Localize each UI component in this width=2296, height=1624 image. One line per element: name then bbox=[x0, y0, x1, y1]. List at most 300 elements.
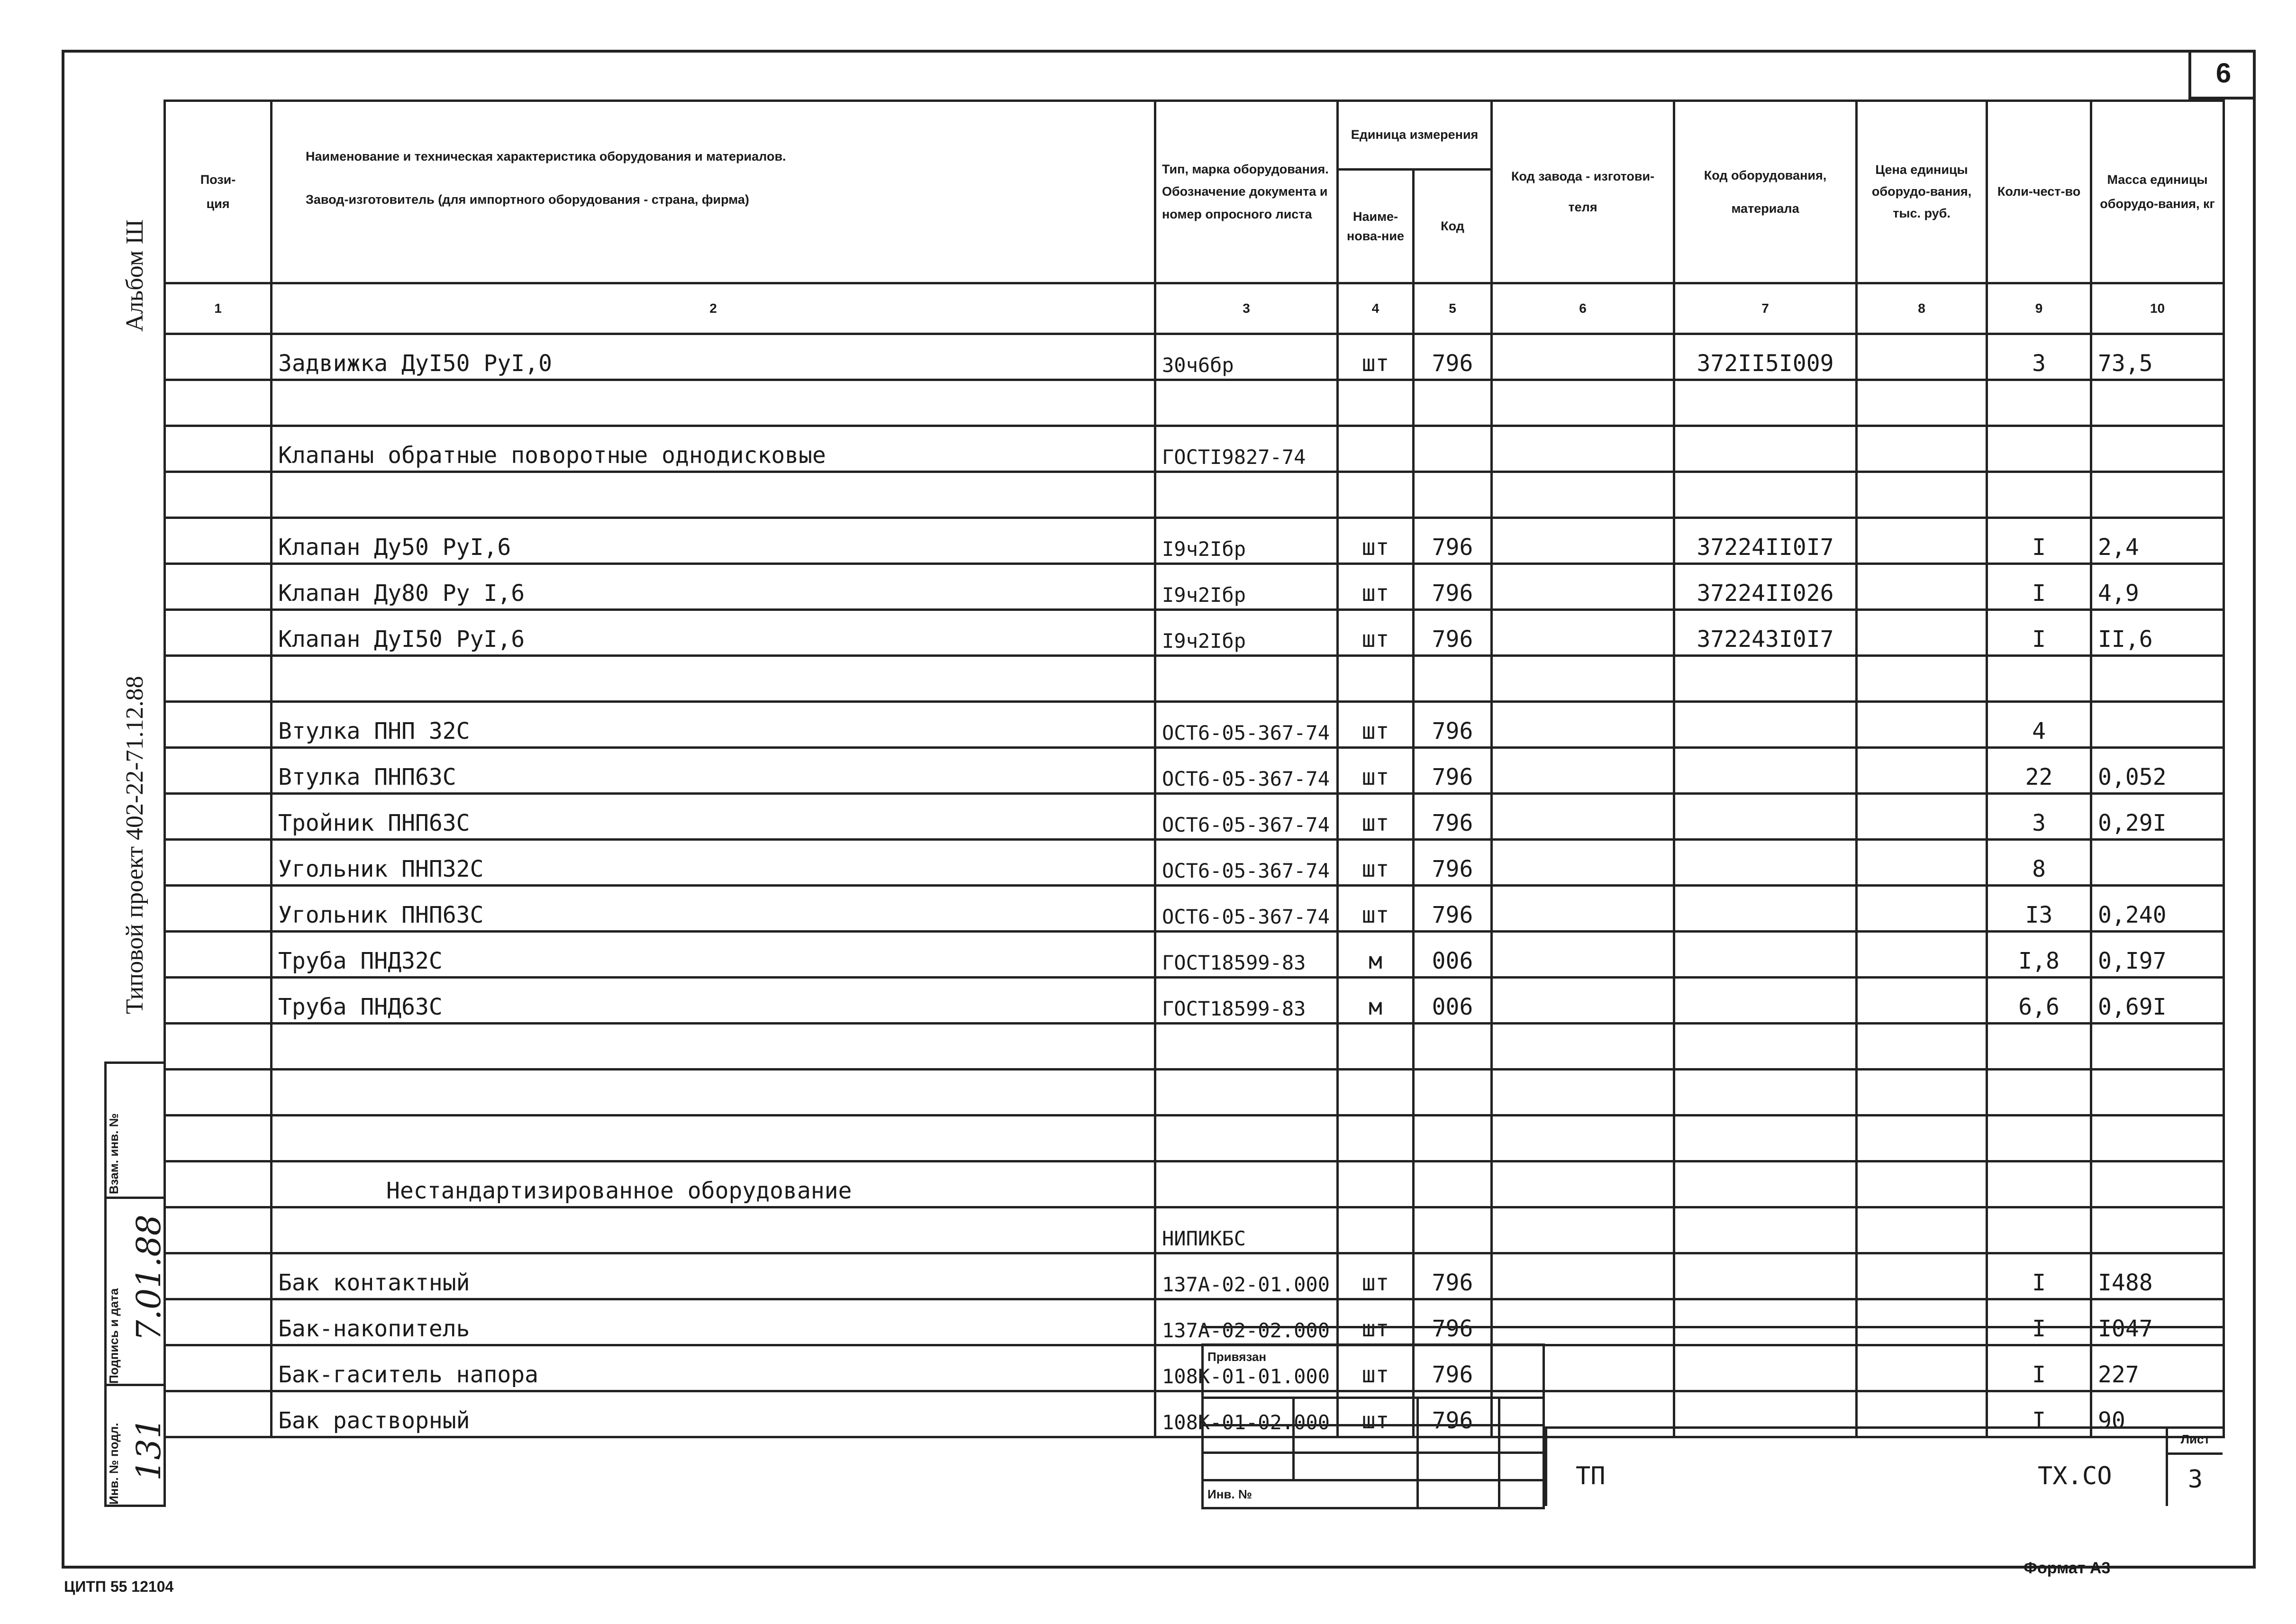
table-row bbox=[165, 702, 2224, 748]
cell-code: 796 bbox=[1414, 1391, 1492, 1437]
cell-pos bbox=[165, 794, 272, 840]
cell-fact bbox=[1492, 610, 1674, 656]
cell-pos bbox=[165, 656, 272, 702]
table-row bbox=[165, 978, 2224, 1024]
cell-unit: шт bbox=[1338, 1253, 1414, 1299]
cell-mass bbox=[2091, 1207, 2224, 1253]
stamp-doc-code: ТХ.СО bbox=[2038, 1462, 2112, 1490]
cell-code: 796 bbox=[1414, 610, 1492, 656]
cell-name: Бак контактный bbox=[272, 1253, 1155, 1299]
cell-type: НИПИКБС bbox=[1155, 1207, 1338, 1253]
header-name-line1: Наименование и техническая характеристика оборудования и материалов. bbox=[306, 149, 786, 163]
cell-qty: 3 bbox=[1987, 794, 2091, 840]
cell-name: Угольник ПНП63С bbox=[272, 886, 1155, 932]
header-price: Цена единицы оборудо-вания, тыс. руб. bbox=[1857, 101, 1987, 283]
cell-name: Клапан Ду50 РуI,6 bbox=[272, 518, 1155, 564]
cell-name: Тройник ПНП63С bbox=[272, 794, 1155, 840]
cell-pos bbox=[165, 472, 272, 518]
cell-name bbox=[272, 1024, 1155, 1070]
cell-price bbox=[1857, 1253, 1987, 1299]
cell-mat bbox=[1674, 380, 1857, 426]
colnum-7: 7 bbox=[1674, 283, 1857, 334]
table-row bbox=[165, 1207, 2224, 1253]
cell-type: ОСТ6-05-367-74 bbox=[1155, 702, 1338, 748]
table-row bbox=[165, 518, 2224, 564]
table-row bbox=[165, 748, 2224, 794]
cell-fact bbox=[1492, 334, 1674, 380]
cell-mass: 227 bbox=[2091, 1345, 2224, 1391]
cell-fact bbox=[1492, 1161, 1674, 1207]
cell-price bbox=[1857, 610, 1987, 656]
cell-mat bbox=[1674, 748, 1857, 794]
cell-code: 006 bbox=[1414, 932, 1492, 978]
cell-mat bbox=[1674, 472, 1857, 518]
org-stamp: ЦИТП 55 12104 bbox=[64, 1578, 174, 1595]
cell-qty bbox=[1987, 380, 2091, 426]
cell-type: I9ч2Iбр bbox=[1155, 518, 1338, 564]
cell-mat: 372II5I009 bbox=[1674, 334, 1857, 380]
cell-mat bbox=[1674, 702, 1857, 748]
cell-pos bbox=[165, 1207, 272, 1253]
cell-fact bbox=[1492, 794, 1674, 840]
cell-fact bbox=[1492, 656, 1674, 702]
cell-fact bbox=[1492, 1207, 1674, 1253]
cell-pos bbox=[165, 1070, 272, 1116]
cell-code: 796 bbox=[1414, 748, 1492, 794]
cell-mass bbox=[2091, 840, 2224, 886]
cell-unit: шт bbox=[1338, 1345, 1414, 1391]
header-unit-code: Код bbox=[1414, 170, 1492, 283]
cell-unit: шт bbox=[1338, 1391, 1414, 1437]
table-row bbox=[165, 1116, 2224, 1161]
cell-pos bbox=[165, 610, 272, 656]
cell-code bbox=[1414, 380, 1492, 426]
cell-code: 796 bbox=[1414, 794, 1492, 840]
cell-pos bbox=[165, 978, 272, 1024]
cell-unit: шт bbox=[1338, 518, 1414, 564]
header-name bbox=[272, 101, 1155, 283]
cell-unit: шт bbox=[1338, 610, 1414, 656]
cell-name bbox=[272, 1070, 1155, 1116]
cell-unit bbox=[1338, 1161, 1414, 1207]
inv-label: Инв. № подл. bbox=[107, 1423, 121, 1505]
cell-pos bbox=[165, 518, 272, 564]
cell-code bbox=[1414, 472, 1492, 518]
table-row bbox=[165, 1161, 2224, 1207]
cell-type bbox=[1155, 380, 1338, 426]
cell-mass bbox=[2091, 1070, 2224, 1116]
cell-name: Клапан Ду80 Ру I,6 bbox=[272, 564, 1155, 610]
cell-type: ОСТ6-05-367-74 bbox=[1155, 886, 1338, 932]
cell-fact bbox=[1492, 472, 1674, 518]
cell-unit bbox=[1338, 1207, 1414, 1253]
side-box-vzam bbox=[104, 1061, 166, 1199]
cell-mass: I047 bbox=[2091, 1299, 2224, 1345]
cell-pos bbox=[165, 1116, 272, 1161]
table-row bbox=[165, 1253, 2224, 1299]
cell-unit: шт bbox=[1338, 702, 1414, 748]
cell-type bbox=[1155, 1116, 1338, 1161]
column-numbers-row bbox=[165, 283, 2224, 334]
cell-price bbox=[1857, 932, 1987, 978]
cell-mass bbox=[2091, 1024, 2224, 1070]
cell-code bbox=[1414, 656, 1492, 702]
table-row bbox=[165, 932, 2224, 978]
cell-pos bbox=[165, 1299, 272, 1345]
header-type: Тип, марка оборудования. Обозначение документа и номер опросного листа bbox=[1155, 101, 1338, 283]
cell-fact bbox=[1492, 564, 1674, 610]
cell-qty: 3 bbox=[1987, 334, 2091, 380]
cell-name: Труба ПНД32С bbox=[272, 932, 1155, 978]
cell-mass: 0,052 bbox=[2091, 748, 2224, 794]
table-row bbox=[165, 334, 2224, 380]
stamp-list-value: 3 bbox=[2187, 1465, 2203, 1494]
table-row bbox=[165, 1024, 2224, 1070]
cell-pos bbox=[165, 1345, 272, 1391]
colnum-3: 3 bbox=[1155, 283, 1338, 334]
cell-code: 796 bbox=[1414, 840, 1492, 886]
cell-qty: 22 bbox=[1987, 748, 2091, 794]
cell-qty bbox=[1987, 1207, 2091, 1253]
colnum-8: 8 bbox=[1857, 283, 1987, 334]
cell-code bbox=[1414, 1070, 1492, 1116]
cell-type: ОСТ6-05-367-74 bbox=[1155, 840, 1338, 886]
table-row bbox=[165, 610, 2224, 656]
cell-code: 006 bbox=[1414, 978, 1492, 1024]
cell-fact bbox=[1492, 1253, 1674, 1299]
cell-pos bbox=[165, 702, 272, 748]
side-box-inv bbox=[104, 1384, 166, 1507]
cell-code: 796 bbox=[1414, 702, 1492, 748]
cell-name bbox=[272, 1207, 1155, 1253]
cell-mass: 2,4 bbox=[2091, 518, 2224, 564]
cell-code bbox=[1414, 426, 1492, 472]
cell-fact bbox=[1492, 518, 1674, 564]
cell-qty bbox=[1987, 1024, 2091, 1070]
cell-name: Бак растворный bbox=[272, 1391, 1155, 1437]
header-mass: Масса единицы оборудо-вания, кг bbox=[2091, 101, 2224, 283]
cell-type bbox=[1155, 656, 1338, 702]
header-unit-name: Наиме-нова-ние bbox=[1338, 170, 1414, 283]
colnum-10: 10 bbox=[2091, 283, 2224, 334]
cell-price bbox=[1857, 1070, 1987, 1116]
cell-price bbox=[1857, 472, 1987, 518]
cell-name: Втулка ПНП63С bbox=[272, 748, 1155, 794]
cell-unit bbox=[1338, 1024, 1414, 1070]
cell-mass: 90 bbox=[2091, 1391, 2224, 1437]
cell-name: Угольник ПНП32С bbox=[272, 840, 1155, 886]
cell-name bbox=[272, 472, 1155, 518]
cell-mass: II,6 bbox=[2091, 610, 2224, 656]
colnum-4: 4 bbox=[1338, 283, 1414, 334]
cell-unit: шт bbox=[1338, 794, 1414, 840]
cell-fact bbox=[1492, 932, 1674, 978]
cell-name: Клапаны обратные поворотные однодисковые bbox=[272, 426, 1155, 472]
cell-mass: 4,9 bbox=[2091, 564, 2224, 610]
cell-type: ГОСТ18599-83 bbox=[1155, 932, 1338, 978]
cell-fact bbox=[1492, 426, 1674, 472]
cell-name: Втулка ПНП 32С bbox=[272, 702, 1155, 748]
cell-unit bbox=[1338, 1116, 1414, 1161]
cell-mat bbox=[1674, 886, 1857, 932]
table-row bbox=[165, 472, 2224, 518]
cell-name bbox=[272, 380, 1155, 426]
cell-fact bbox=[1492, 978, 1674, 1024]
colnum-9: 9 bbox=[1987, 283, 2091, 334]
stamp-inv-no: Инв. № bbox=[1203, 1480, 1418, 1508]
colnum-1: 1 bbox=[165, 283, 272, 334]
cell-code bbox=[1414, 1207, 1492, 1253]
cell-code: 796 bbox=[1414, 1253, 1492, 1299]
cell-type bbox=[1155, 1161, 1338, 1207]
cell-unit: шт bbox=[1338, 334, 1414, 380]
inv-number: 131 bbox=[129, 1417, 168, 1481]
cell-fact bbox=[1492, 748, 1674, 794]
cell-mat bbox=[1674, 840, 1857, 886]
cell-code bbox=[1414, 1024, 1492, 1070]
cell-unit: м bbox=[1338, 932, 1414, 978]
cell-price bbox=[1857, 1116, 1987, 1161]
cell-qty: 8 bbox=[1987, 840, 2091, 886]
cell-fact bbox=[1492, 1024, 1674, 1070]
cell-pos bbox=[165, 1161, 272, 1207]
cell-qty: I bbox=[1987, 1299, 2091, 1345]
vzam-label: Взам. инв. № bbox=[107, 1113, 121, 1194]
cell-unit bbox=[1338, 426, 1414, 472]
cell-type bbox=[1155, 472, 1338, 518]
cell-mass bbox=[2091, 472, 2224, 518]
cell-code: 796 bbox=[1414, 1299, 1492, 1345]
cell-type: 137А-02-01.000 bbox=[1155, 1253, 1338, 1299]
page-number: 6 bbox=[2188, 50, 2256, 100]
cell-type: ГОСТ18599-83 bbox=[1155, 978, 1338, 1024]
cell-price bbox=[1857, 564, 1987, 610]
cell-unit bbox=[1338, 380, 1414, 426]
cell-price bbox=[1857, 794, 1987, 840]
cell-qty bbox=[1987, 1116, 2091, 1161]
cell-unit: шт bbox=[1338, 748, 1414, 794]
cell-mat bbox=[1674, 1161, 1857, 1207]
cell-type: ГОСТI9827-74 bbox=[1155, 426, 1338, 472]
cell-fact bbox=[1492, 380, 1674, 426]
cell-pos bbox=[165, 886, 272, 932]
table-row bbox=[165, 656, 2224, 702]
cell-qty: I bbox=[1987, 564, 2091, 610]
cell-mat bbox=[1674, 1116, 1857, 1161]
colnum-2: 2 bbox=[272, 283, 1155, 334]
stamp-list-label: Лист bbox=[2168, 1426, 2223, 1455]
cell-fact bbox=[1492, 1116, 1674, 1161]
cell-code bbox=[1414, 1161, 1492, 1207]
cell-unit: шт bbox=[1338, 564, 1414, 610]
cell-mass bbox=[2091, 1161, 2224, 1207]
cell-qty: I3 bbox=[1987, 886, 2091, 932]
table-body bbox=[165, 334, 2224, 1437]
cell-fact bbox=[1492, 702, 1674, 748]
cell-mat: 37224II0I7 bbox=[1674, 518, 1857, 564]
cell-type: 30ч6бр bbox=[1155, 334, 1338, 380]
cell-mass: 0,I97 bbox=[2091, 932, 2224, 978]
cell-qty bbox=[1987, 426, 2091, 472]
table-row bbox=[165, 1070, 2224, 1116]
cell-qty: I bbox=[1987, 1345, 2091, 1391]
cell-code: 796 bbox=[1414, 1345, 1492, 1391]
cell-pos bbox=[165, 426, 272, 472]
cell-type bbox=[1155, 1024, 1338, 1070]
header-unit: Единица измерения bbox=[1338, 101, 1492, 170]
stamp-list-box bbox=[2166, 1426, 2223, 1506]
cell-type: ОСТ6-05-367-74 bbox=[1155, 748, 1338, 794]
stamp-privyazan: Привязан bbox=[1203, 1345, 1544, 1398]
cell-pos bbox=[165, 840, 272, 886]
cell-mat bbox=[1674, 1070, 1857, 1116]
header-position: Пози- ция bbox=[165, 101, 272, 283]
cell-pos bbox=[165, 1391, 272, 1437]
cell-qty: I bbox=[1987, 610, 2091, 656]
cell-type: 137А-02-02.000 bbox=[1155, 1299, 1338, 1345]
cell-mat bbox=[1674, 1253, 1857, 1299]
cell-pos bbox=[165, 334, 272, 380]
album-label: Альбом Ш bbox=[121, 219, 148, 332]
cell-mat: 372243I0I7 bbox=[1674, 610, 1857, 656]
cell-type: I9ч2Iбр bbox=[1155, 610, 1338, 656]
cell-pos bbox=[165, 1253, 272, 1299]
cell-pos bbox=[165, 748, 272, 794]
cell-unit: шт bbox=[1338, 886, 1414, 932]
cell-mass bbox=[2091, 380, 2224, 426]
cell-name: Клапан ДуI50 РуI,6 bbox=[272, 610, 1155, 656]
colnum-6: 6 bbox=[1492, 283, 1674, 334]
format-label: Формат А3 bbox=[2024, 1559, 2111, 1577]
cell-price bbox=[1857, 656, 1987, 702]
cell-unit bbox=[1338, 656, 1414, 702]
table-row bbox=[165, 564, 2224, 610]
table-row bbox=[165, 426, 2224, 472]
cell-mat bbox=[1674, 932, 1857, 978]
cell-price bbox=[1857, 748, 1987, 794]
cell-type: I9ч2Iбр bbox=[1155, 564, 1338, 610]
cell-mass: 0,29I bbox=[2091, 794, 2224, 840]
table-row bbox=[165, 380, 2224, 426]
cell-pos bbox=[165, 564, 272, 610]
cell-qty: I bbox=[1987, 518, 2091, 564]
sign-date: 7.01.88 bbox=[129, 1214, 168, 1341]
cell-unit: м bbox=[1338, 978, 1414, 1024]
stamp-grid bbox=[1201, 1343, 1545, 1509]
project-label bbox=[121, 676, 149, 1014]
cell-qty: 4 bbox=[1987, 702, 2091, 748]
cell-price bbox=[1857, 334, 1987, 380]
cell-name: Нестандартизированное оборудование bbox=[272, 1161, 1155, 1207]
cell-mass: 73,5 bbox=[2091, 334, 2224, 380]
cell-price bbox=[1857, 518, 1987, 564]
cell-name: Труба ПНД63С bbox=[272, 978, 1155, 1024]
stamp-right bbox=[1545, 1426, 2223, 1506]
cell-mat: 37224II026 bbox=[1674, 564, 1857, 610]
project-text: Типовой проект 402-22-71.12.88 bbox=[121, 676, 148, 1014]
cell-price bbox=[1857, 840, 1987, 886]
cell-name bbox=[272, 1116, 1155, 1161]
sign-label: Подпись и дата bbox=[107, 1288, 121, 1384]
cell-code: 796 bbox=[1414, 518, 1492, 564]
cell-mat bbox=[1674, 978, 1857, 1024]
table-row bbox=[165, 886, 2224, 932]
cell-qty: 6,6 bbox=[1987, 978, 2091, 1024]
header-name-line2: Завод-изготовитель (для импортного оборудования - страна, фирма) bbox=[306, 192, 749, 207]
cell-type: 108К-01-02.000 bbox=[1155, 1391, 1338, 1437]
cell-mass bbox=[2091, 656, 2224, 702]
cell-price bbox=[1857, 380, 1987, 426]
cell-mat bbox=[1674, 656, 1857, 702]
specification-table bbox=[163, 100, 2225, 1443]
header-row-1 bbox=[165, 101, 2224, 170]
cell-price bbox=[1857, 702, 1987, 748]
cell-unit: шт bbox=[1338, 1299, 1414, 1345]
header-material-code: Код оборудования, материала bbox=[1674, 101, 1857, 283]
cell-name: Бак-накопитель bbox=[272, 1299, 1155, 1345]
cell-code bbox=[1414, 1116, 1492, 1161]
cell-qty bbox=[1987, 1161, 2091, 1207]
cell-mat bbox=[1674, 426, 1857, 472]
cell-price bbox=[1857, 426, 1987, 472]
cell-price bbox=[1857, 886, 1987, 932]
cell-price bbox=[1857, 1024, 1987, 1070]
cell-mat bbox=[1674, 1024, 1857, 1070]
side-box-sign bbox=[104, 1197, 166, 1386]
table-row bbox=[165, 794, 2224, 840]
cell-pos bbox=[165, 1024, 272, 1070]
colnum-5: 5 bbox=[1414, 283, 1492, 334]
cell-qty bbox=[1987, 1070, 2091, 1116]
cell-code: 796 bbox=[1414, 564, 1492, 610]
cell-mass: 0,240 bbox=[2091, 886, 2224, 932]
cell-unit bbox=[1338, 1070, 1414, 1116]
cell-qty: I bbox=[1987, 1391, 2091, 1437]
cell-pos bbox=[165, 932, 272, 978]
cell-mat bbox=[1674, 1207, 1857, 1253]
header-quantity: Коли-чест-во bbox=[1987, 101, 2091, 283]
cell-price bbox=[1857, 1207, 1987, 1253]
cell-price bbox=[1857, 978, 1987, 1024]
cell-mass bbox=[2091, 702, 2224, 748]
cell-unit bbox=[1338, 472, 1414, 518]
cell-qty: I,8 bbox=[1987, 932, 2091, 978]
cell-mass: I488 bbox=[2091, 1253, 2224, 1299]
cell-qty bbox=[1987, 656, 2091, 702]
cell-qty: I bbox=[1987, 1253, 2091, 1299]
cell-code: 796 bbox=[1414, 334, 1492, 380]
cell-qty bbox=[1987, 472, 2091, 518]
cell-fact bbox=[1492, 886, 1674, 932]
cell-name bbox=[272, 656, 1155, 702]
cell-type bbox=[1155, 1070, 1338, 1116]
header-factory-code: Код завода - изготови-теля bbox=[1492, 101, 1674, 283]
cell-price bbox=[1857, 1161, 1987, 1207]
cell-mass: 0,69I bbox=[2091, 978, 2224, 1024]
cell-type: ОСТ6-05-367-74 bbox=[1155, 794, 1338, 840]
cell-mass bbox=[2091, 1116, 2224, 1161]
cell-pos bbox=[165, 380, 272, 426]
cell-name: Бак-гаситель напора bbox=[272, 1345, 1155, 1391]
stamp-tp: ТП bbox=[1576, 1462, 1606, 1490]
cell-unit: шт bbox=[1338, 840, 1414, 886]
cell-code: 796 bbox=[1414, 886, 1492, 932]
cell-mass bbox=[2091, 426, 2224, 472]
cell-fact bbox=[1492, 840, 1674, 886]
cell-name: Задвижка ДуI50 РуI,0 bbox=[272, 334, 1155, 380]
table-row bbox=[165, 840, 2224, 886]
cell-type: 108К-01-01.000 bbox=[1155, 1345, 1338, 1391]
